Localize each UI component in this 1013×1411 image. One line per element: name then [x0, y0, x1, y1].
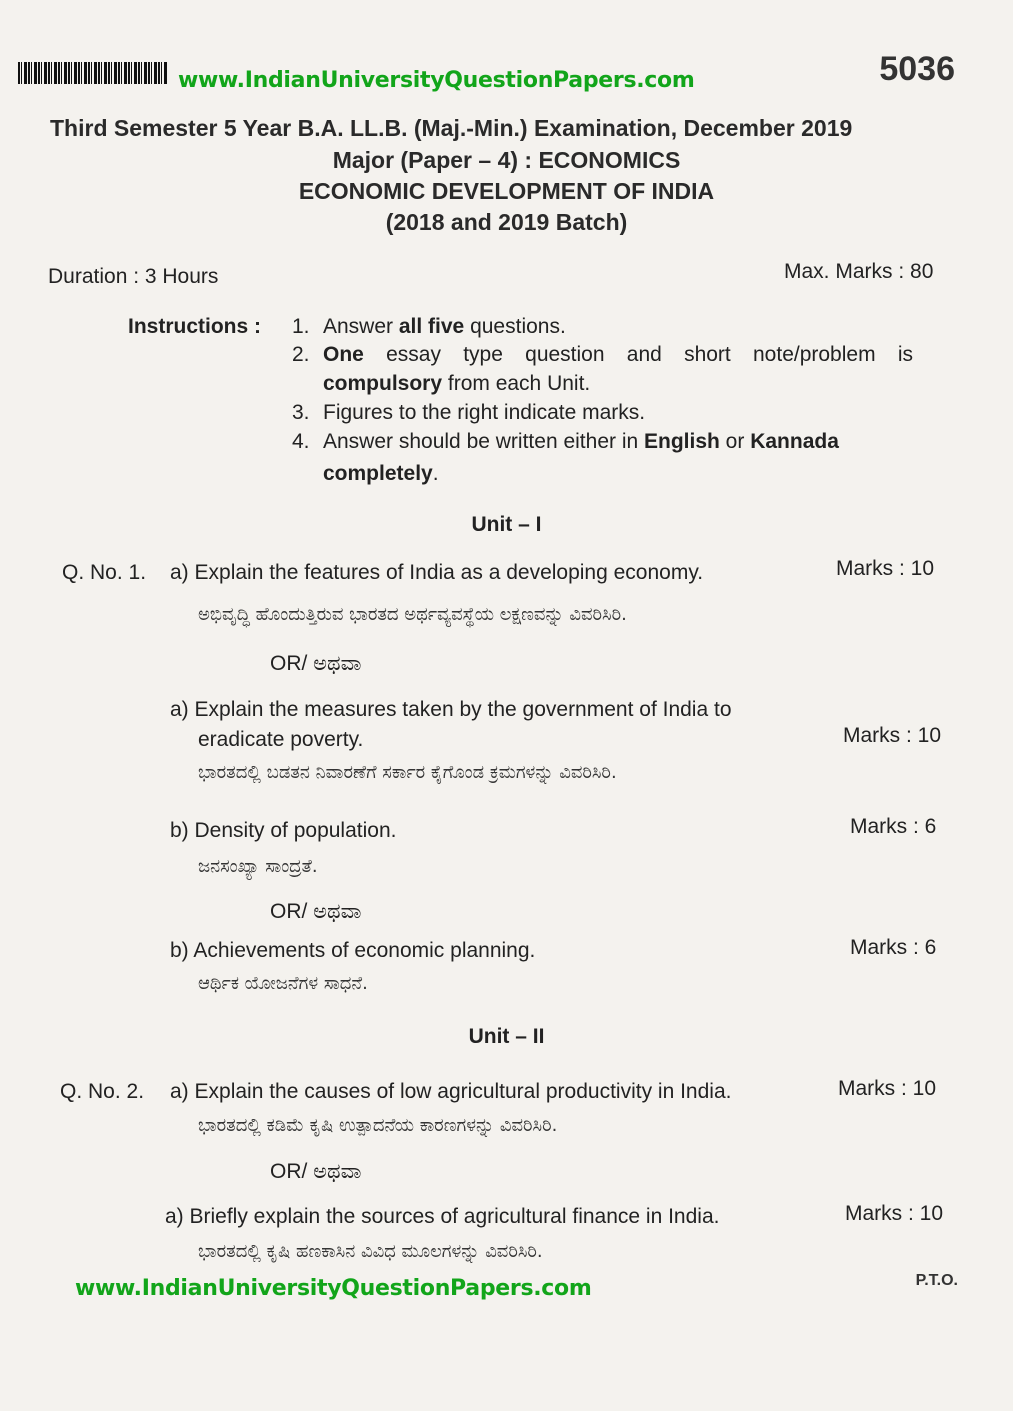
barcode	[18, 62, 168, 84]
duration: Duration : 3 Hours	[48, 265, 219, 288]
instruction-1: Answer all five questions.	[323, 315, 566, 338]
instructions-label: Instructions :	[128, 315, 262, 338]
watermark-bottom[interactable]: www.IndianUniversityQuestionPapers.com	[75, 1276, 592, 1301]
q1b-text: b) Density of population.	[170, 819, 397, 842]
instruction-2-num: 2.	[292, 343, 310, 366]
q1b-alt-marks: Marks : 6	[850, 936, 937, 959]
instruction-3: Figures to the right indicate marks.	[323, 401, 646, 424]
instruction-4-line1: Answer should be written either in English or Kannada	[323, 430, 839, 453]
q1a-text: a) Explain the features of India as a developing economy.	[170, 561, 704, 584]
q2a-alt-marks: Marks : 10	[845, 1202, 944, 1225]
q1a-alt-line1: a) Explain the measures taken by the government of India to	[170, 698, 732, 721]
q1-label: Q. No. 1.	[62, 561, 147, 584]
q1-or-2: OR/ ಅಥವಾ	[270, 900, 362, 923]
subject-title: Major (Paper – 4) : ECONOMICS	[332, 147, 681, 173]
instruction-1-num: 1.	[292, 315, 310, 338]
q1-or-1: OR/ ಅಥವಾ	[270, 652, 362, 675]
q1b-marks: Marks : 6	[850, 815, 937, 838]
q1a-alt-kannada: ಭಾರತದಲ್ಲಿ ಬಡತನ ನಿವಾರಣೆಗೆ ಸರ್ಕಾರ ಕೈಗೊಂಡ ಕ್ರಮಗಳನ್ನು ವಿವರಿಸಿರಿ.	[198, 762, 617, 783]
q2a-kannada: ಭಾರತದಲ್ಲಿ ಕಡಿಮೆ ಕೃಷಿ ಉತ್ಪಾದನೆಯ ಕಾರಣಗಳನ್ನು ವಿವರಿಸಿರಿ.	[198, 1115, 558, 1136]
q1a-marks: Marks : 10	[836, 557, 935, 580]
watermark-top[interactable]: www.IndianUniversityQuestionPapers.com	[178, 68, 695, 93]
instruction-3-num: 3.	[292, 401, 310, 424]
q1a-alt-line2: eradicate poverty.	[198, 728, 364, 751]
exam-title: Third Semester 5 Year B.A. LL.B. (Maj.-Min.) Examination, December 2019	[50, 115, 853, 141]
paper-code: 5036	[879, 50, 955, 88]
batch-title: (2018 and 2019 Batch)	[385, 209, 628, 235]
q2a-alt-text: a) Briefly explain the sources of agricultural finance in India.	[165, 1205, 720, 1228]
q2a-text: a) Explain the causes of low agricultural productivity in India.	[170, 1080, 732, 1103]
unit-2-heading: Unit – II	[468, 1025, 545, 1048]
instruction-4-line2: completely.	[323, 462, 439, 485]
q1b-kannada: ಜನಸಂಖ್ಯಾ ಸಾಂದ್ರತೆ.	[198, 856, 318, 877]
q1b-alt-text: b) Achievements of economic planning.	[170, 939, 536, 962]
q2a-alt-kannada: ಭಾರತದಲ್ಲಿ ಕೃಷಿ ಹಣಕಾಸಿನ ವಿವಿಧ ಮೂಲಗಳನ್ನು ವಿವರಿಸಿರಿ.	[198, 1241, 543, 1262]
unit-1-heading: Unit – I	[471, 513, 542, 536]
q2-label: Q. No. 2.	[60, 1080, 145, 1103]
q2-or-1: OR/ ಅಥವಾ	[270, 1160, 362, 1183]
instruction-2-line2: compulsory from each Unit.	[323, 372, 591, 395]
q1a-alt-marks: Marks : 10	[843, 724, 942, 747]
pto-label: P.T.O.	[915, 1272, 958, 1289]
instruction-4-num: 4.	[292, 430, 310, 453]
max-marks: Max. Marks : 80	[784, 260, 934, 283]
q1b-alt-kannada: ಆರ್ಥಿಕ ಯೋಜನೆಗಳ ಸಾಧನೆ.	[198, 973, 368, 994]
paper-title: ECONOMIC DEVELOPMENT OF INDIA	[298, 178, 715, 204]
instruction-2-line1: One essay type question and short note/problem is	[323, 343, 913, 366]
q1a-kannada: ಅಭಿವೃದ್ಧಿ ಹೊಂದುತ್ತಿರುವ ಭಾರತದ ಅರ್ಥವ್ಯವಸ್ಥೆಯ ಲಕ್ಷಣವನ್ನು ವಿವರಿಸಿರಿ.	[198, 604, 627, 625]
q2a-marks: Marks : 10	[838, 1077, 937, 1100]
